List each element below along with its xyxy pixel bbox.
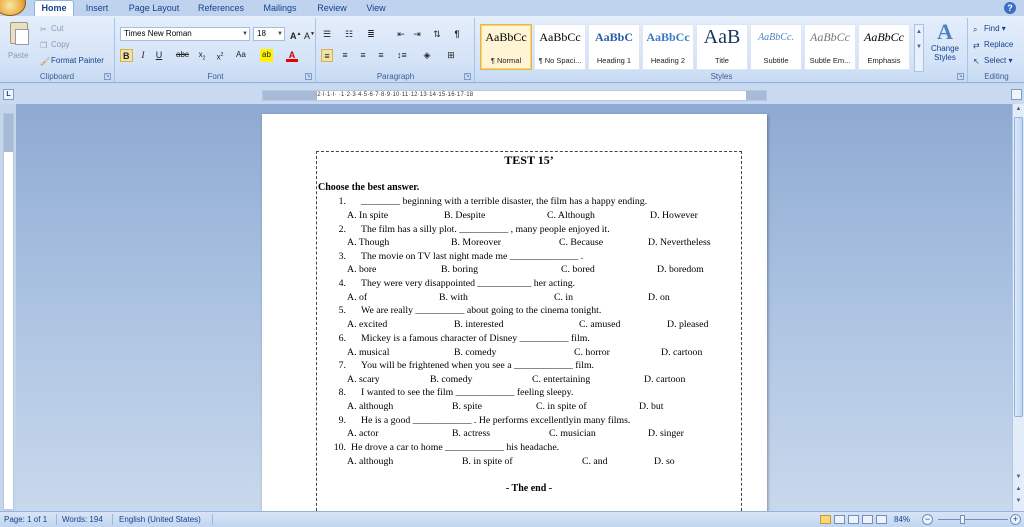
document-text-box[interactable] — [316, 151, 742, 521]
change-case-button[interactable]: Aa — [236, 50, 246, 59]
question-text: They were very disappointed ___________ her acting. — [361, 278, 576, 289]
option-a: A. actor — [347, 428, 379, 439]
replace-label: Replace — [984, 40, 1014, 49]
option-d: D. However — [650, 210, 698, 221]
ruler-left-margin — [263, 91, 317, 100]
editing-group-label: Editing — [984, 72, 1009, 81]
change-styles-label: Change Styles — [930, 44, 960, 62]
style-preview: AaBbCc — [864, 30, 904, 44]
style-heading-1[interactable] — [588, 24, 640, 70]
question-text: The film has a silly plot. __________ , many people enjoyed it. — [361, 224, 610, 235]
font-name-combo[interactable] — [120, 27, 250, 41]
bullets-icon[interactable]: ☰ — [323, 29, 332, 39]
scroll-down-icon[interactable]: ▼ — [1015, 474, 1022, 480]
option-b: B. actress — [452, 428, 491, 439]
option-a: A. In spite — [347, 210, 389, 221]
pilcrow-icon[interactable]: ¶ — [454, 29, 460, 39]
increase-indent-icon[interactable]: ⇥ — [413, 29, 421, 39]
option-d: D. boredom — [657, 264, 704, 275]
tab-mailings[interactable]: Mailings — [263, 3, 297, 13]
superscript-button[interactable]: $x^2$ — [216, 52, 224, 62]
style-name: ¶ Normal — [490, 56, 522, 65]
full-screen-reading-icon[interactable] — [834, 515, 845, 524]
paste-icon[interactable] — [10, 22, 28, 44]
view-ruler-icon[interactable] — [1011, 89, 1022, 100]
style-name: Heading 2 — [650, 56, 686, 65]
styles-gallery-scroll[interactable]: ▲ ▼ — [914, 24, 924, 72]
status-bar — [0, 511, 1024, 527]
question-number: 2. — [338, 224, 346, 235]
option-c: C. in spite of — [536, 401, 587, 412]
option-b: B. spite — [452, 401, 482, 412]
question-text: The movie on TV last night made me ______________ . — [361, 251, 584, 262]
select-button[interactable]: ↖ Select ▾ — [973, 56, 1013, 66]
option-a: A. although — [347, 456, 394, 467]
option-a: A. of — [347, 292, 368, 303]
horizontal-ruler[interactable] — [262, 90, 767, 101]
option-c: C. and — [582, 456, 608, 467]
replace-button[interactable] — [973, 40, 1013, 49]
shrink-font-icon[interactable]: A▼ — [304, 31, 315, 41]
zoom-level[interactable]: 84% — [894, 515, 911, 524]
option-d: D. on — [648, 292, 670, 303]
paintbrush-icon: 🖌 — [40, 57, 51, 66]
option-b: B. comedy — [430, 374, 473, 385]
copy-icon: ❐ — [40, 41, 48, 50]
option-a: A. musical — [347, 347, 390, 358]
question-text: ________ beginning with a terrible disaster, the film has a happy ending. — [361, 196, 648, 207]
office-button[interactable] — [0, 0, 26, 16]
option-b: B. with — [439, 292, 468, 303]
numbering-icon[interactable]: ☷ — [345, 29, 354, 39]
style-preview: AaB — [703, 26, 741, 48]
option-b: B. comedy — [454, 347, 497, 358]
question-number: 1. — [338, 196, 346, 207]
question-text: I wanted to see the film ____________ feeling sleepy. — [361, 387, 574, 398]
page-count[interactable]: Page: 1 of 1 — [4, 515, 48, 524]
style-name: Title — [715, 56, 729, 65]
question-text: He is a good ____________ . He performs excellentlyin many films. — [361, 415, 631, 426]
instruction: Choose the best answer. — [318, 182, 420, 193]
scrollbar-thumb[interactable] — [1014, 117, 1023, 417]
option-d: D. so — [654, 456, 675, 467]
font-color-button[interactable]: A — [286, 49, 298, 62]
option-c: C. in — [554, 292, 574, 303]
zoom-slider-knob[interactable] — [960, 515, 965, 524]
chevron-down-icon: ▼ — [242, 31, 248, 37]
draft-view-icon[interactable] — [876, 515, 887, 524]
option-c: C. Because — [559, 237, 604, 248]
line-spacing-icon[interactable]: ↕≡ — [397, 50, 407, 60]
styles-launcher-icon[interactable]: ↘ — [958, 73, 963, 79]
grow-font-icon[interactable]: A▲ — [290, 31, 302, 41]
style-preview: AaBbCc — [485, 30, 527, 44]
cut-label: Cut — [51, 24, 64, 33]
binoculars-icon: ⌕ — [973, 25, 978, 34]
tab-selector-icon[interactable]: L — [3, 89, 14, 100]
zoom-out-icon[interactable]: − — [922, 514, 933, 525]
ruler-right-margin — [746, 91, 766, 100]
paragraph-launcher-icon[interactable]: ↘ — [465, 73, 470, 79]
font-group — [116, 18, 316, 82]
option-c: C. amused — [579, 319, 621, 330]
vertical-ruler[interactable] — [3, 113, 14, 510]
option-a: A. Though — [347, 237, 390, 248]
font-size-combo[interactable] — [253, 27, 285, 41]
style-subtitle[interactable] — [750, 24, 802, 70]
style-emphasis[interactable] — [858, 24, 910, 70]
outline-view-icon[interactable] — [862, 515, 873, 524]
highlight-button[interactable]: ab — [260, 49, 273, 62]
option-a: A. bore — [347, 264, 377, 275]
question-text: You will be frightened when you see a ____________ film. — [361, 360, 595, 371]
editing-group — [969, 18, 1024, 82]
scroll-up-icon[interactable]: ▲ — [1015, 106, 1022, 112]
chevron-down-icon: ▼ — [277, 31, 283, 37]
font-name-value: Times New Roman — [124, 29, 192, 38]
option-c: C. horror — [574, 347, 610, 358]
align-center-icon[interactable]: ≡ — [342, 50, 348, 60]
question-text: We are really __________ about going to the cinema tonight. — [361, 305, 602, 316]
question-number: 3. — [338, 251, 346, 262]
align-left-icon[interactable]: ≡ — [321, 49, 333, 62]
font-launcher-icon[interactable]: ↘ — [306, 73, 311, 79]
decrease-indent-icon[interactable]: ⇤ — [397, 29, 405, 39]
ribbon — [0, 16, 1024, 83]
ruler-ticks: ·2·I·1·I· ·1·2·3·4·5·6·7·8·9·10·11·12·13·14·15·16·17·18 — [315, 92, 474, 98]
ribbon-tab-bar — [0, 0, 1024, 16]
question-text: He drove a car to home ____________ his headache. — [351, 442, 560, 453]
sort-icon[interactable]: ⇅ — [433, 29, 441, 39]
style-name: ¶ No Spaci... — [538, 56, 582, 65]
word-count[interactable]: Words: 194 — [62, 515, 103, 524]
question-number: 4. — [338, 278, 346, 289]
scissors-icon: ✂ — [40, 25, 47, 34]
style-no-spacing[interactable] — [534, 24, 586, 70]
print-layout-view-icon[interactable] — [820, 515, 831, 524]
status-separator — [56, 514, 57, 525]
vertical-scrollbar[interactable] — [1012, 104, 1024, 511]
italic-button[interactable]: I — [141, 50, 145, 60]
format-painter-button[interactable] — [40, 56, 104, 65]
style-name: Subtle Em... — [809, 56, 851, 65]
style-name: Subtitle — [763, 56, 789, 65]
copy-label: Copy — [51, 40, 70, 49]
the-end: - The end - — [505, 483, 553, 494]
tab-view[interactable]: View — [366, 3, 386, 13]
test-title: TEST 15’ — [504, 153, 554, 167]
change-styles-icon: A — [937, 19, 953, 44]
option-c: C. Although — [547, 210, 595, 221]
find-label: Find — [984, 24, 1000, 33]
align-right-icon[interactable]: ≡ — [360, 50, 366, 60]
clipboard-group-label: Clipboard — [39, 72, 75, 81]
paragraph-group — [317, 18, 475, 82]
find-button[interactable]: ⌕ Find ▾ — [973, 24, 1006, 34]
option-b: B. Moreover — [451, 237, 502, 248]
option-a: A. scary — [347, 374, 380, 385]
replace-icon: ⇄ — [973, 41, 980, 50]
style-preview: AaBbCc. — [758, 32, 794, 43]
style-name: Heading 1 — [596, 56, 632, 65]
style-heading-2[interactable] — [642, 24, 694, 70]
paragraph-group-label: Paragraph — [376, 72, 415, 81]
select-label: Select — [984, 56, 1007, 65]
justify-icon[interactable]: ≡ — [378, 50, 384, 60]
multilevel-list-icon[interactable]: ≣ — [367, 29, 375, 39]
option-a: A. although — [347, 401, 394, 412]
style-preview: AaBbCc — [539, 30, 581, 44]
option-d: D. pleased — [667, 319, 709, 330]
language-indicator[interactable]: English (United States) — [119, 515, 201, 524]
ruler-top-margin — [4, 114, 13, 152]
option-a: A. excited — [347, 319, 388, 330]
borders-icon[interactable]: ⊞ — [447, 50, 455, 60]
option-d: D. singer — [648, 428, 684, 439]
style-preview: AaBbC — [594, 30, 633, 44]
option-d: D. Nevertheless — [648, 237, 711, 248]
option-c: C. bored — [561, 264, 595, 275]
option-b: B. Despite — [444, 210, 486, 221]
option-d: D. but — [639, 401, 664, 412]
font-group-label: Font — [207, 72, 224, 81]
copy-button[interactable] — [40, 40, 70, 49]
option-b: B. interested — [454, 319, 504, 330]
zoom-in-icon[interactable]: + — [1010, 514, 1021, 525]
question-number: 5. — [338, 305, 346, 316]
web-layout-icon[interactable] — [848, 515, 859, 524]
shading-icon[interactable]: ◈ — [423, 50, 431, 60]
tab-page-layout[interactable]: Page Layout — [128, 3, 180, 13]
next-page-icon[interactable]: ▼ — [1015, 498, 1022, 504]
bold-button[interactable]: B — [120, 49, 133, 62]
clipboard-group — [0, 18, 115, 82]
question-number: 10. — [333, 442, 346, 453]
question-text: Mickey is a famous character of Disney __________ film. — [361, 333, 590, 344]
question-number: 6. — [338, 333, 346, 344]
style-subtle-emphasis[interactable] — [804, 24, 856, 70]
status-separator — [112, 514, 113, 525]
tab-references[interactable]: References — [197, 3, 245, 13]
styles-gallery — [480, 24, 912, 72]
style-preview: AaBbCc — [810, 30, 850, 44]
help-icon[interactable]: ? — [1004, 2, 1016, 14]
tab-home[interactable]: Home — [34, 0, 74, 16]
font-size-value: 18 — [257, 29, 266, 38]
cursor-arrow-icon: ↖ — [973, 57, 980, 66]
option-c: C. entertaining — [532, 374, 591, 385]
question-number: 7. — [338, 360, 346, 371]
style-preview: AaBbCc — [646, 30, 690, 44]
change-styles-button[interactable] — [928, 20, 962, 74]
document-page[interactable] — [262, 114, 767, 514]
option-c: C. musician — [549, 428, 596, 439]
status-separator — [212, 514, 213, 525]
subscript-button[interactable]: $x_2$ — [198, 50, 206, 62]
tab-review[interactable]: Review — [317, 3, 347, 13]
zoom-slider-track[interactable] — [938, 519, 1008, 520]
question-number: 9. — [338, 415, 346, 426]
option-d: D. cartoon — [661, 347, 703, 358]
cut-button[interactable] — [40, 24, 63, 33]
strikethrough-button[interactable]: abc — [176, 50, 189, 59]
paste-button[interactable]: Paste — [8, 51, 29, 60]
underline-button[interactable]: U — [155, 50, 163, 60]
style-name: Emphasis — [867, 56, 901, 65]
style-title[interactable] — [696, 24, 748, 70]
styles-group-label: Styles — [710, 72, 733, 81]
option-b: B. in spite of — [462, 456, 513, 467]
option-d: D. cartoon — [644, 374, 686, 385]
format-painter-label: Format Painter — [51, 56, 104, 65]
style-normal[interactable] — [480, 24, 532, 70]
question-number: 8. — [338, 387, 346, 398]
clipboard-launcher-icon[interactable]: ↘ — [105, 73, 110, 79]
previous-page-icon[interactable]: ▲ — [1015, 486, 1022, 492]
tab-insert[interactable]: Insert — [85, 3, 109, 13]
option-b: B. boring — [441, 264, 479, 275]
